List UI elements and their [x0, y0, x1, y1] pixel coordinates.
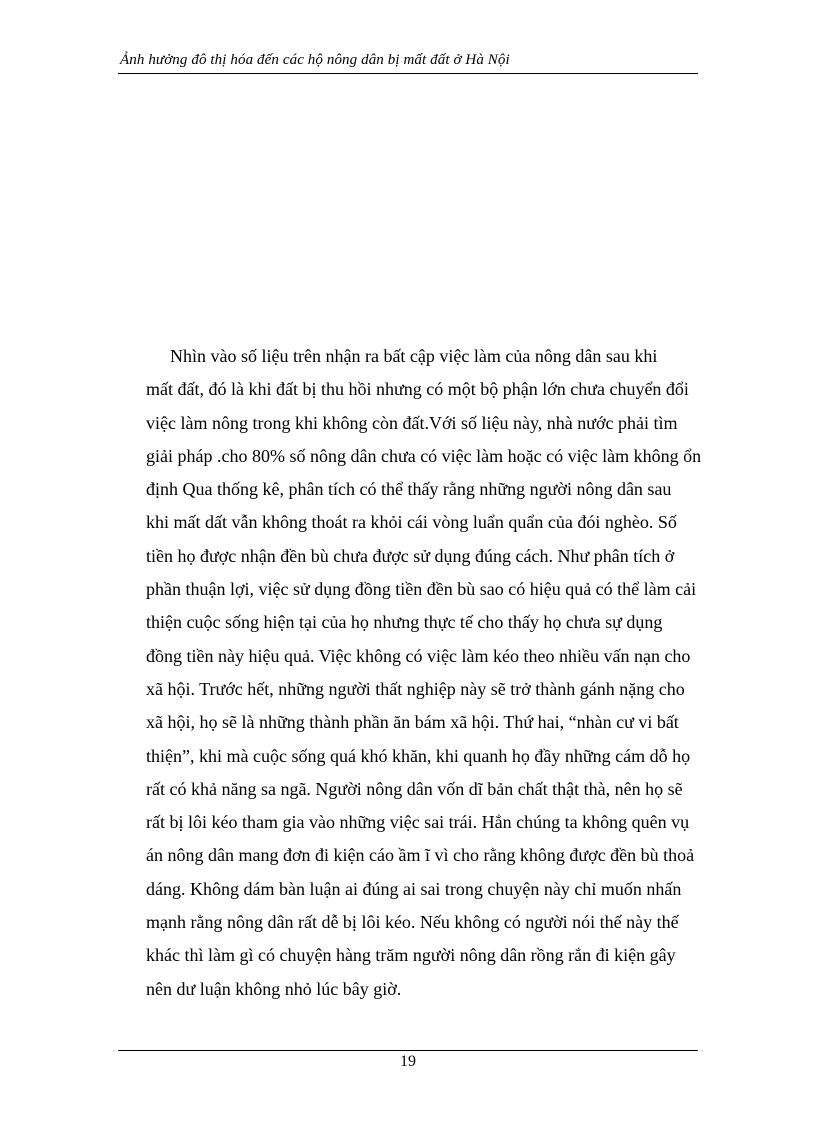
footer-divider — [118, 1050, 698, 1051]
body-line: mất đất, đó là khi đất bị thu hồi nhưng có một bộ phận lớn chưa chuyển đổi — [146, 379, 689, 400]
body-line: xã hội, họ sẽ là những thành phần ăn bám xã hội. Thứ hai, “nhàn cư vi bất — [146, 712, 679, 733]
body-line: đồng tiền này hiệu quả. Việc không có việc làm kéo theo nhiều vấn nạn cho — [146, 645, 691, 666]
page-number: 19 — [400, 1053, 416, 1070]
body-line: thiện”, khi mà cuộc sống quá khó khăn, khi quanh họ đầy những cám dỗ họ — [146, 745, 691, 766]
running-header — [118, 50, 698, 74]
body-line: việc làm nông trong khi không còn đất.Với số liệu này, nhà nước phải tìm — [146, 412, 678, 433]
body-line: rất có khả năng sa ngã. Người nông dân vốn dĩ bản chất thật thà, nên họ sẽ — [146, 778, 683, 799]
body-line: khác thì làm gì có chuyện hàng trăm người nông dân rồng rắn đi kiện gây — [146, 945, 676, 966]
body-line: rất bị lôi kéo tham gia vào những việc sai trái. Hẳn chúng ta không quên vụ — [146, 812, 690, 833]
body-line: nên dư luận không nhỏ lúc bây giờ. — [146, 978, 402, 999]
body-line: tiền họ được nhận đền bù chưa được sử dụng đúng cách. Như phân tích ở — [146, 545, 675, 566]
body-line: án nông dân mang đơn đi kiện cáo ầm ĩ vì cho rằng không được đền bù thoả — [146, 845, 695, 866]
body-line: khi mất dất vẫn không thoát ra khỏi cái vòng luẩn quẩn của đói nghèo. Số — [146, 512, 677, 533]
body-line: giải pháp .cho 80% số nông dân chưa có việc làm hoặc có việc làm không ổn — [146, 445, 702, 466]
body-line: mạnh rằng nông dân rất dễ bị lôi kéo. Nếu không có người nói thế này thế — [146, 912, 679, 933]
body-line: Nhìn vào số liệu trên nhận ra bất cập việc làm của nông dân sau khi — [170, 346, 658, 366]
body-line: thiện cuộc sống hiện tại của họ nhưng thực tế cho thấy họ chưa sự dụng — [146, 612, 663, 633]
body-paragraph — [146, 340, 706, 1006]
body-line: phần thuận lợi, việc sử dụng đồng tiền đền bù sao có hiệu quả có thể làm cải — [146, 579, 697, 600]
body-line: dáng. Không dám bàn luận ai đúng ai sai trong chuyện này chỉ muốn nhấn — [146, 878, 682, 899]
body-line: xã hội. Trước hết, những người thất nghiệp này sẽ trở thành gánh nặng cho — [146, 678, 685, 699]
body-line: định Qua thống kê, phân tích có thể thấy rằng những người nông dân sau — [146, 479, 672, 500]
running-header-title: Ảnh hưởng đô thị hóa đến các hộ nông dân bị mất đất ở Hà Nội — [120, 52, 510, 68]
